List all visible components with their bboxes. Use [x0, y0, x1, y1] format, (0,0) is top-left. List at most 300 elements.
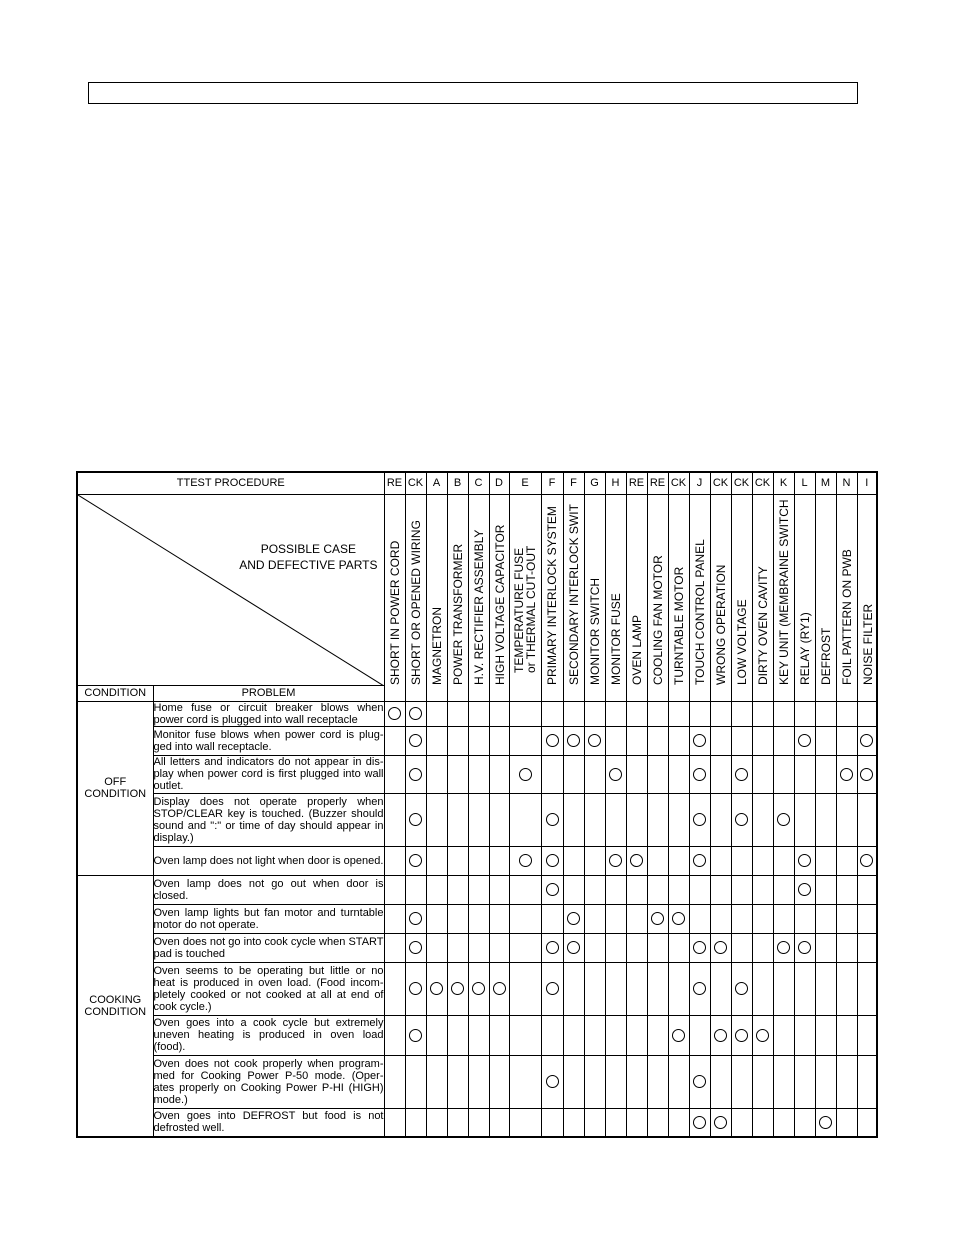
check-cell: [447, 1108, 468, 1137]
part-name: TURNTABLE MOTOR: [671, 566, 686, 685]
check-cell: [447, 846, 468, 875]
check-cell: [626, 701, 647, 726]
check-cell: [626, 1015, 647, 1055]
check-cell: [584, 1015, 605, 1055]
check-cell: [710, 875, 731, 904]
test-code-2: A: [426, 472, 447, 494]
check-cell: [626, 875, 647, 904]
check-cell: [447, 1015, 468, 1055]
check-cell: [773, 1055, 794, 1108]
check-cell: [468, 1055, 489, 1108]
check-cell: [468, 904, 489, 933]
part-header-3: [447, 494, 468, 701]
test-code-12: RE: [647, 472, 668, 494]
part-name: MAGNETRON: [429, 606, 444, 685]
check-cell: [426, 933, 447, 962]
check-cell: [836, 1055, 857, 1108]
check-cell: [426, 875, 447, 904]
check-cell: [794, 875, 815, 904]
circle-mark-icon: [567, 912, 580, 925]
check-cell: [605, 846, 626, 875]
check-cell: [447, 933, 468, 962]
check-cell: [731, 904, 752, 933]
check-cell: [605, 962, 626, 1015]
check-cell: [541, 846, 563, 875]
circle-mark-icon: [409, 707, 422, 720]
circle-mark-icon: [546, 813, 559, 826]
part-name: TOUCH CONTROL PANEL: [692, 538, 707, 685]
circle-mark-icon: [735, 982, 748, 995]
test-code-17: CK: [752, 472, 773, 494]
check-cell: [384, 846, 405, 875]
part-header-18: [773, 494, 794, 701]
check-cell: [426, 1108, 447, 1137]
check-cell: [815, 701, 836, 726]
check-cell: [541, 962, 563, 1015]
part-name: DEFROST: [818, 627, 833, 685]
check-cell: [836, 726, 857, 755]
check-cell: [689, 726, 710, 755]
part-label-17: [757, 566, 769, 685]
test-code-18: K: [773, 472, 794, 494]
check-cell: [405, 701, 426, 726]
part-header-13: [668, 494, 689, 701]
problem-text: Oven lamp does not light when door is opened.: [153, 846, 384, 875]
check-cell: [815, 1055, 836, 1108]
test-code-3: B: [447, 472, 468, 494]
check-cell: [647, 755, 668, 793]
part-name: SHORT IN POWER CORD: [387, 540, 402, 685]
circle-mark-icon: [588, 734, 601, 747]
check-cell: [563, 875, 584, 904]
check-cell: [489, 933, 509, 962]
check-cell: [563, 1055, 584, 1108]
check-cell: [857, 846, 877, 875]
check-cell: [489, 1055, 509, 1108]
check-cell: [815, 962, 836, 1015]
check-cell: [468, 962, 489, 1015]
check-cell: [836, 875, 857, 904]
part-label-2: [431, 607, 443, 685]
circle-mark-icon: [693, 813, 706, 826]
problem-text: Oven goes into DEFROST but food is not defrosted well.: [153, 1108, 384, 1137]
check-cell: [857, 904, 877, 933]
check-cell: [384, 875, 405, 904]
check-cell: [731, 846, 752, 875]
check-cell: [647, 701, 668, 726]
check-cell: [752, 755, 773, 793]
check-cell: [541, 904, 563, 933]
check-cell: [626, 904, 647, 933]
problem-text: Monitor fuse blows when power cord is plug-ged into wall receptacle.: [153, 726, 384, 755]
circle-mark-icon: [519, 854, 532, 867]
circle-mark-icon: [860, 734, 873, 747]
check-cell: [773, 701, 794, 726]
check-cell: [584, 793, 605, 846]
check-cell: [857, 755, 877, 793]
problem-text: Oven lamp does not go out when door is closed.: [153, 875, 384, 904]
check-cell: [647, 933, 668, 962]
part-header-4: [468, 494, 489, 701]
test-code-4: C: [468, 472, 489, 494]
circle-mark-icon: [798, 941, 811, 954]
part-label-21: [841, 549, 853, 685]
check-cell: [541, 1108, 563, 1137]
part-header-17: [752, 494, 773, 701]
check-cell: [447, 962, 468, 1015]
check-cell: [563, 933, 584, 962]
check-cell: [773, 904, 794, 933]
circle-mark-icon: [693, 982, 706, 995]
check-cell: [509, 933, 541, 962]
check-cell: [857, 793, 877, 846]
check-cell: [384, 793, 405, 846]
part-name: H.V. RECTIFIER ASSEMBLY: [471, 529, 486, 685]
part-header-10: [605, 494, 626, 701]
circle-mark-icon: [546, 854, 559, 867]
part-label-20: [820, 627, 832, 684]
check-cell: [584, 933, 605, 962]
check-cell: [426, 1055, 447, 1108]
possible-case-line1: POSSIBLE CASE: [260, 541, 357, 556]
check-cell: [815, 1015, 836, 1055]
check-cell: [405, 1015, 426, 1055]
check-cell: [731, 793, 752, 846]
check-cell: [426, 701, 447, 726]
circle-mark-icon: [409, 1029, 422, 1042]
check-cell: [836, 793, 857, 846]
part-header-7: [541, 494, 563, 701]
check-cell: [563, 846, 584, 875]
check-cell: [405, 1055, 426, 1108]
condition-line2: CONDITION: [84, 1005, 147, 1018]
check-cell: [668, 875, 689, 904]
check-cell: [509, 755, 541, 793]
circle-mark-icon: [840, 768, 853, 781]
part-header-1: [405, 494, 426, 701]
possible-case-line2: AND DEFECTIVE PARTS: [239, 557, 378, 572]
check-cell: [405, 755, 426, 793]
check-cell: [447, 726, 468, 755]
check-cell: [626, 846, 647, 875]
check-cell: [752, 1015, 773, 1055]
check-cell: [626, 1108, 647, 1137]
part-label-13: [673, 566, 685, 684]
check-cell: [384, 701, 405, 726]
check-cell: [605, 1015, 626, 1055]
check-cell: [647, 962, 668, 1015]
circle-mark-icon: [735, 768, 748, 781]
check-cell: [836, 755, 857, 793]
check-cell: [773, 962, 794, 1015]
check-cell: [794, 755, 815, 793]
circle-mark-icon: [651, 912, 664, 925]
part-label-1: [410, 520, 422, 685]
title-box: [88, 82, 858, 104]
check-cell: [384, 726, 405, 755]
part-label-0: [389, 540, 401, 684]
check-cell: [836, 904, 857, 933]
check-cell: [794, 904, 815, 933]
check-cell: [426, 962, 447, 1015]
check-cell: [489, 726, 509, 755]
test-code-21: N: [836, 472, 857, 494]
circle-mark-icon: [714, 1116, 727, 1129]
check-cell: [447, 793, 468, 846]
circle-mark-icon: [409, 854, 422, 867]
check-cell: [668, 846, 689, 875]
check-cell: [668, 1055, 689, 1108]
part-name: RELAY (RY1): [797, 611, 812, 685]
part-header-0: [384, 494, 405, 701]
check-cell: [541, 726, 563, 755]
check-cell: [752, 962, 773, 1015]
circle-mark-icon: [672, 912, 685, 925]
part-name: FOIL PATTERN ON PWB: [839, 548, 854, 685]
check-cell: [836, 701, 857, 726]
check-cell: [647, 1055, 668, 1108]
check-cell: [752, 1108, 773, 1137]
check-cell: [752, 846, 773, 875]
check-cell: [794, 793, 815, 846]
check-cell: [689, 1108, 710, 1137]
test-code-11: RE: [626, 472, 647, 494]
part-header-14: [689, 494, 710, 701]
condition-line2: CONDITION: [84, 788, 147, 800]
check-cell: [489, 904, 509, 933]
check-cell: [731, 1015, 752, 1055]
check-cell: [509, 793, 541, 846]
check-cell: [689, 875, 710, 904]
check-cell: [584, 1055, 605, 1108]
troubleshooting-table: [76, 471, 878, 1138]
check-cell: [710, 846, 731, 875]
test-code-6: E: [509, 472, 541, 494]
test-code-14: J: [689, 472, 710, 494]
check-cell: [584, 701, 605, 726]
part-header-6: [509, 494, 541, 701]
check-cell: [405, 726, 426, 755]
check-cell: [710, 1108, 731, 1137]
check-cell: [710, 904, 731, 933]
check-cell: [836, 933, 857, 962]
check-cell: [605, 793, 626, 846]
part-name: NOISE FILTER: [860, 603, 875, 685]
part-name: SECONDARY INTERLOCK SWIT: [566, 503, 581, 685]
check-cell: [509, 1055, 541, 1108]
check-cell: [710, 962, 731, 1015]
check-cell: [857, 875, 877, 904]
circle-mark-icon: [819, 1116, 832, 1129]
check-cell: [489, 1108, 509, 1137]
check-cell: [668, 755, 689, 793]
check-cell: [836, 962, 857, 1015]
check-cell: [605, 904, 626, 933]
part-label-5: [494, 524, 506, 684]
check-cell: [689, 701, 710, 726]
check-cell: [752, 904, 773, 933]
test-code-7: F: [541, 472, 563, 494]
check-cell: [626, 933, 647, 962]
circle-mark-icon: [546, 982, 559, 995]
check-cell: [541, 1055, 563, 1108]
part-label-19: [799, 612, 811, 685]
part-name: HIGH VOLTAGE CAPACITOR: [492, 524, 507, 685]
check-cell: [468, 933, 489, 962]
part-label-6: [513, 545, 537, 672]
problem-text: Oven goes into a cook cycle but extremely uneven heating is produced in oven load (food).: [153, 1017, 384, 1053]
check-cell: [794, 701, 815, 726]
part-label-22: [862, 603, 874, 684]
check-cell: [773, 846, 794, 875]
table-row: [77, 846, 877, 875]
problem-text: Home fuse or circuit breaker blows when power cord is plugged into wall receptacle: [153, 701, 384, 726]
part-name: WRONG OPERATION: [713, 564, 728, 685]
check-cell: [815, 846, 836, 875]
check-cell: [752, 1055, 773, 1108]
check-cell: [405, 793, 426, 846]
check-cell: [509, 726, 541, 755]
table-row: [77, 1055, 877, 1108]
part-name: OVEN LAMP: [629, 614, 644, 685]
circle-mark-icon: [430, 982, 443, 995]
check-cell: [584, 962, 605, 1015]
check-cell: [689, 1055, 710, 1108]
part-name: DIRTY OVEN CAVITY: [755, 565, 770, 685]
check-cell: [710, 755, 731, 793]
check-cell: [468, 726, 489, 755]
check-cell: [563, 726, 584, 755]
part-name: LOW VOLTAGE: [734, 598, 749, 685]
check-cell: [794, 726, 815, 755]
part-label-18: [778, 499, 790, 685]
check-cell: [647, 726, 668, 755]
check-cell: [509, 875, 541, 904]
circle-mark-icon: [777, 813, 790, 826]
check-cell: [541, 875, 563, 904]
check-cell: [731, 755, 752, 793]
test-procedure-label: TTEST PROCEDURE: [77, 472, 384, 494]
check-cell: [794, 1015, 815, 1055]
part-header-22: [857, 494, 877, 701]
test-code-22: I: [857, 472, 877, 494]
check-cell: [815, 904, 836, 933]
check-cell: [689, 755, 710, 793]
check-cell: [489, 846, 509, 875]
part-header-2: [426, 494, 447, 701]
check-cell: [384, 933, 405, 962]
check-cell: [731, 875, 752, 904]
check-cell: [563, 755, 584, 793]
check-cell: [689, 962, 710, 1015]
check-cell: [647, 904, 668, 933]
circle-mark-icon: [388, 707, 401, 720]
check-cell: [563, 1015, 584, 1055]
check-cell: [647, 1015, 668, 1055]
check-cell: [773, 875, 794, 904]
table-row: [77, 904, 877, 933]
check-cell: [773, 1108, 794, 1137]
condition-line1: COOKING: [89, 993, 142, 1006]
check-cell: [426, 904, 447, 933]
part-name-line2: or THERMAL CUT-OUT: [523, 545, 538, 673]
check-cell: [668, 793, 689, 846]
circle-mark-icon: [714, 1029, 727, 1042]
check-cell: [489, 962, 509, 1015]
part-header-20: [815, 494, 836, 701]
check-cell: [752, 933, 773, 962]
check-cell: [541, 933, 563, 962]
check-cell: [689, 933, 710, 962]
circle-mark-icon: [519, 768, 532, 781]
check-cell: [815, 755, 836, 793]
check-cell: [626, 1055, 647, 1108]
circle-mark-icon: [546, 734, 559, 747]
check-cell: [815, 793, 836, 846]
circle-mark-icon: [693, 734, 706, 747]
test-code-13: CK: [668, 472, 689, 494]
circle-mark-icon: [630, 854, 643, 867]
circle-mark-icon: [693, 1116, 706, 1129]
table-row: [77, 701, 877, 726]
circle-mark-icon: [472, 982, 485, 995]
check-cell: [815, 875, 836, 904]
check-cell: [773, 726, 794, 755]
part-label-3: [452, 543, 464, 684]
check-cell: [647, 1108, 668, 1137]
table-row: [77, 1108, 877, 1137]
test-code-15: CK: [710, 472, 731, 494]
circle-mark-icon: [409, 768, 422, 781]
part-label-7: [546, 506, 558, 685]
check-cell: [626, 962, 647, 1015]
check-cell: [605, 1055, 626, 1108]
problem-text: Oven does not cook properly when program-med for Cooking Power P-50 mode. (Oper-ates properly on Cooking Power P-HI (HIGH) mode.): [153, 1055, 384, 1108]
test-code-0: RE: [384, 472, 405, 494]
check-cell: [668, 962, 689, 1015]
circle-mark-icon: [777, 941, 790, 954]
check-cell: [468, 793, 489, 846]
part-label-16: [736, 599, 748, 685]
check-cell: [836, 1015, 857, 1055]
check-cell: [689, 1015, 710, 1055]
part-header-19: [794, 494, 815, 701]
test-code-20: M: [815, 472, 836, 494]
check-cell: [468, 875, 489, 904]
problem-text: Oven does not go into cook cycle when START pad is touched: [153, 933, 384, 962]
problem-text: Oven seems to be operating but little or no heat is produced in oven load. (Food incom-pletely cooked or not cooked at all at end of cook cycle.): [153, 962, 384, 1015]
check-cell: [836, 1108, 857, 1137]
part-header-9: [584, 494, 605, 701]
table-row: [77, 726, 877, 755]
circle-mark-icon: [409, 982, 422, 995]
check-cell: [509, 846, 541, 875]
check-cell: [857, 726, 877, 755]
check-cell: [405, 1108, 426, 1137]
check-cell: [489, 701, 509, 726]
check-cell: [731, 726, 752, 755]
check-cell: [752, 793, 773, 846]
check-cell: [541, 1015, 563, 1055]
check-cell: [426, 1015, 447, 1055]
check-cell: [384, 1108, 405, 1137]
check-cell: [468, 701, 489, 726]
check-cell: [689, 793, 710, 846]
part-label-15: [715, 564, 727, 684]
circle-mark-icon: [693, 941, 706, 954]
check-cell: [668, 933, 689, 962]
condition-cell: [77, 701, 153, 875]
